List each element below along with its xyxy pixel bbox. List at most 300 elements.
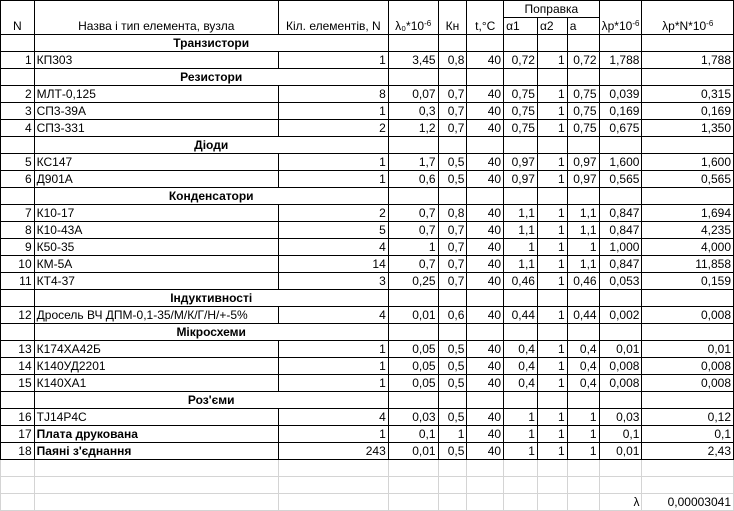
cell[interactable] (467, 290, 504, 307)
cell-l0[interactable]: 0,25 (388, 273, 438, 290)
cell[interactable] (438, 392, 467, 409)
total-value[interactable]: 0,00003041 (642, 494, 734, 511)
cell-name[interactable]: Плата друкована (34, 426, 278, 443)
cell[interactable] (537, 188, 567, 205)
header-a[interactable]: a (567, 18, 599, 35)
cell-a2[interactable]: 1 (537, 256, 567, 273)
cell-l0[interactable]: 0,05 (388, 358, 438, 375)
cell-t[interactable]: 40 (467, 86, 504, 103)
header-kn[interactable]: Кн (438, 1, 467, 35)
cell-lp[interactable]: 0,01 (599, 341, 642, 358)
cell[interactable] (438, 290, 467, 307)
cell-lp[interactable]: 0,847 (599, 205, 642, 222)
cell-n[interactable]: 11 (1, 273, 35, 290)
cell-a2[interactable]: 1 (537, 120, 567, 137)
cell-n[interactable]: 1 (1, 52, 35, 69)
section-title[interactable]: Резистори (34, 69, 388, 86)
cell-lpn[interactable]: 0,315 (642, 86, 734, 103)
cell-kn[interactable]: 0,7 (438, 273, 467, 290)
cell-t[interactable]: 40 (467, 103, 504, 120)
cell-a2[interactable]: 1 (537, 273, 567, 290)
cell-n[interactable]: 17 (1, 426, 35, 443)
cell[interactable] (599, 477, 642, 494)
cell-name[interactable]: КС147 (34, 154, 278, 171)
cell-a1[interactable]: 0,75 (504, 86, 538, 103)
cell-count[interactable]: 1 (278, 426, 388, 443)
header-name[interactable]: Назва і тип елемента, вузла (34, 1, 278, 35)
cell-a2[interactable]: 1 (537, 103, 567, 120)
cell[interactable] (34, 477, 278, 494)
cell[interactable] (504, 477, 538, 494)
cell-t[interactable]: 40 (467, 307, 504, 324)
cell[interactable] (504, 188, 538, 205)
cell-kn[interactable]: 0,7 (438, 103, 467, 120)
cell-t[interactable]: 40 (467, 375, 504, 392)
cell-lpn[interactable]: 1,694 (642, 205, 734, 222)
cell-lpn[interactable]: 0,159 (642, 273, 734, 290)
cell-l0[interactable]: 0,01 (388, 307, 438, 324)
cell-a[interactable]: 1 (567, 409, 599, 426)
cell[interactable] (467, 137, 504, 154)
cell[interactable] (1, 477, 35, 494)
cell-t[interactable]: 40 (467, 120, 504, 137)
cell-count[interactable]: 1 (278, 171, 388, 188)
cell-lpn[interactable]: 2,43 (642, 443, 734, 460)
cell[interactable] (1, 290, 35, 307)
cell[interactable] (599, 188, 642, 205)
cell-lp[interactable]: 0,847 (599, 222, 642, 239)
cell-n[interactable]: 6 (1, 171, 35, 188)
cell[interactable] (599, 324, 642, 341)
cell-count[interactable]: 1 (278, 375, 388, 392)
cell-name[interactable]: Дросель ВЧ ДПМ-0,1-35/М/К/Г/Н/+-5% (34, 307, 278, 324)
cell-a1[interactable]: 0,4 (504, 358, 538, 375)
section-title[interactable]: Конденсатори (34, 188, 388, 205)
header-t[interactable]: t,°C (467, 1, 504, 35)
cell-a[interactable]: 0,4 (567, 341, 599, 358)
cell-t[interactable]: 40 (467, 256, 504, 273)
cell-lpn[interactable]: 0,01 (642, 341, 734, 358)
cell-t[interactable]: 40 (467, 409, 504, 426)
section-title[interactable]: Індуктивності (34, 290, 388, 307)
header-lambda0[interactable]: $\lambda_0*10^{-6}$ (388, 1, 438, 35)
header-correction[interactable]: Поправка (504, 1, 600, 18)
cell-lp[interactable]: 0,01 (599, 443, 642, 460)
cell[interactable] (504, 69, 538, 86)
cell[interactable] (504, 392, 538, 409)
cell-a[interactable]: 0,75 (567, 120, 599, 137)
cell-lp[interactable]: 0,008 (599, 375, 642, 392)
cell-a[interactable]: 0,75 (567, 103, 599, 120)
cell-a1[interactable]: 1,1 (504, 256, 538, 273)
cell[interactable] (504, 137, 538, 154)
cell-a1[interactable]: 0,44 (504, 307, 538, 324)
cell-a2[interactable]: 1 (537, 341, 567, 358)
cell-count[interactable]: 1 (278, 154, 388, 171)
cell-lpn[interactable]: 0,008 (642, 375, 734, 392)
cell[interactable] (567, 392, 599, 409)
cell[interactable] (642, 392, 734, 409)
cell[interactable] (567, 324, 599, 341)
cell-l0[interactable]: 3,45 (388, 52, 438, 69)
cell-a[interactable]: 1,1 (567, 256, 599, 273)
cell[interactable] (642, 69, 734, 86)
cell-kn[interactable]: 0,7 (438, 222, 467, 239)
cell-kn[interactable]: 0,7 (438, 256, 467, 273)
cell-a1[interactable]: 0,97 (504, 154, 538, 171)
header-n[interactable]: N (1, 1, 35, 35)
cell-n[interactable]: 9 (1, 239, 35, 256)
cell-a1[interactable]: 0,72 (504, 52, 538, 69)
cell[interactable] (567, 477, 599, 494)
cell-n[interactable]: 7 (1, 205, 35, 222)
cell-lpn[interactable]: 0,008 (642, 307, 734, 324)
cell[interactable] (34, 494, 278, 511)
cell-count[interactable]: 3 (278, 273, 388, 290)
cell-a2[interactable]: 1 (537, 86, 567, 103)
cell-lp[interactable]: 0,169 (599, 103, 642, 120)
cell[interactable] (504, 290, 538, 307)
cell-name[interactable]: TJ14P4C (34, 409, 278, 426)
cell[interactable] (1, 69, 35, 86)
cell[interactable] (537, 460, 567, 477)
cell-a1[interactable]: 1 (504, 426, 538, 443)
section-title[interactable]: Роз'єми (34, 392, 388, 409)
cell-l0[interactable]: 0,7 (388, 222, 438, 239)
cell-kn[interactable]: 0,7 (438, 86, 467, 103)
cell[interactable] (467, 392, 504, 409)
cell[interactable] (642, 290, 734, 307)
cell-lp[interactable]: 1,600 (599, 154, 642, 171)
cell-name[interactable]: КП303 (34, 52, 278, 69)
cell-a1[interactable]: 1,1 (504, 222, 538, 239)
cell-count[interactable]: 4 (278, 239, 388, 256)
cell-t[interactable]: 40 (467, 205, 504, 222)
cell-lpn[interactable]: 4,000 (642, 239, 734, 256)
cell-a2[interactable]: 1 (537, 205, 567, 222)
cell-name[interactable]: К140УД2201 (34, 358, 278, 375)
cell[interactable] (1, 392, 35, 409)
cell[interactable] (567, 69, 599, 86)
cell-kn[interactable]: 0,5 (438, 341, 467, 358)
cell[interactable] (467, 494, 504, 511)
section-title[interactable]: Діоди (34, 137, 388, 154)
cell[interactable] (1, 188, 35, 205)
cell[interactable] (388, 460, 438, 477)
cell-t[interactable]: 40 (467, 273, 504, 290)
cell[interactable] (642, 137, 734, 154)
cell-n[interactable]: 8 (1, 222, 35, 239)
cell-a[interactable]: 0,97 (567, 154, 599, 171)
cell-a[interactable]: 1 (567, 443, 599, 460)
cell-l0[interactable]: 0,7 (388, 256, 438, 273)
cell-a1[interactable]: 0,97 (504, 171, 538, 188)
cell-lpn[interactable]: 1,350 (642, 120, 734, 137)
cell-n[interactable]: 16 (1, 409, 35, 426)
cell[interactable] (388, 392, 438, 409)
cell[interactable] (567, 137, 599, 154)
cell[interactable] (599, 460, 642, 477)
cell[interactable] (599, 69, 642, 86)
cell-name[interactable]: К50-35 (34, 239, 278, 256)
cell-kn[interactable]: 0,5 (438, 171, 467, 188)
cell-l0[interactable]: 0,05 (388, 375, 438, 392)
cell[interactable] (388, 324, 438, 341)
cell-n[interactable]: 10 (1, 256, 35, 273)
cell-lp[interactable]: 0,002 (599, 307, 642, 324)
cell-a1[interactable]: 0,75 (504, 120, 538, 137)
cell-lp[interactable]: 0,03 (599, 409, 642, 426)
cell-n[interactable]: 13 (1, 341, 35, 358)
cell[interactable] (599, 392, 642, 409)
cell[interactable] (388, 477, 438, 494)
cell-kn[interactable]: 0,6 (438, 307, 467, 324)
cell[interactable] (567, 188, 599, 205)
cell[interactable] (567, 494, 599, 511)
cell-t[interactable]: 40 (467, 154, 504, 171)
cell-l0[interactable]: 0,1 (388, 426, 438, 443)
cell[interactable] (1, 324, 35, 341)
cell[interactable] (537, 324, 567, 341)
cell-t[interactable]: 40 (467, 52, 504, 69)
cell[interactable] (1, 494, 35, 511)
cell[interactable] (537, 494, 567, 511)
cell-name[interactable]: КТ4-37 (34, 273, 278, 290)
cell[interactable] (34, 460, 278, 477)
cell-name[interactable]: Д901А (34, 171, 278, 188)
cell[interactable] (537, 392, 567, 409)
cell-n[interactable]: 5 (1, 154, 35, 171)
cell-kn[interactable]: 0,8 (438, 205, 467, 222)
cell-kn[interactable]: 1 (438, 426, 467, 443)
cell[interactable] (504, 35, 538, 52)
cell-name[interactable]: К10-17 (34, 205, 278, 222)
cell[interactable] (537, 35, 567, 52)
cell[interactable] (467, 324, 504, 341)
cell[interactable] (438, 494, 467, 511)
cell-name[interactable]: К140ХА1 (34, 375, 278, 392)
cell-count[interactable]: 243 (278, 443, 388, 460)
cell-a2[interactable]: 1 (537, 426, 567, 443)
cell-t[interactable]: 40 (467, 341, 504, 358)
cell-a1[interactable]: 1 (504, 443, 538, 460)
cell-lpn[interactable]: 0,12 (642, 409, 734, 426)
cell-name[interactable]: КМ-5А (34, 256, 278, 273)
cell-lpn[interactable]: 0,008 (642, 358, 734, 375)
cell-a1[interactable]: 0,4 (504, 375, 538, 392)
cell-l0[interactable]: 0,05 (388, 341, 438, 358)
cell-kn[interactable]: 0,7 (438, 120, 467, 137)
cell[interactable] (537, 69, 567, 86)
cell-lp[interactable]: 0,053 (599, 273, 642, 290)
cell[interactable] (1, 35, 35, 52)
cell[interactable] (1, 137, 35, 154)
cell[interactable] (567, 35, 599, 52)
cell-count[interactable]: 14 (278, 256, 388, 273)
cell[interactable] (467, 477, 504, 494)
cell-a1[interactable]: 0,75 (504, 103, 538, 120)
cell-lpn[interactable]: 11,858 (642, 256, 734, 273)
cell-count[interactable]: 2 (278, 205, 388, 222)
cell-l0[interactable]: 0,3 (388, 103, 438, 120)
cell[interactable] (278, 477, 388, 494)
cell-lp[interactable]: 0,675 (599, 120, 642, 137)
cell[interactable] (599, 137, 642, 154)
cell-t[interactable]: 40 (467, 171, 504, 188)
cell[interactable] (438, 188, 467, 205)
cell[interactable] (1, 460, 35, 477)
cell[interactable] (467, 460, 504, 477)
cell-a2[interactable]: 1 (537, 154, 567, 171)
cell-kn[interactable]: 0,5 (438, 443, 467, 460)
cell-a2[interactable]: 1 (537, 171, 567, 188)
cell[interactable] (642, 324, 734, 341)
cell-l0[interactable]: 1 (388, 239, 438, 256)
cell-a[interactable]: 1,1 (567, 205, 599, 222)
cell-a2[interactable]: 1 (537, 239, 567, 256)
cell-n[interactable]: 4 (1, 120, 35, 137)
cell[interactable] (504, 460, 538, 477)
cell-kn[interactable]: 0,5 (438, 358, 467, 375)
cell-lp[interactable]: 0,1 (599, 426, 642, 443)
cell[interactable] (438, 137, 467, 154)
cell-n[interactable]: 18 (1, 443, 35, 460)
cell-count[interactable]: 2 (278, 120, 388, 137)
cell-a2[interactable]: 1 (537, 307, 567, 324)
cell-n[interactable]: 12 (1, 307, 35, 324)
cell-lp[interactable]: 0,039 (599, 86, 642, 103)
header-a2[interactable]: α2 (537, 18, 567, 35)
cell-count[interactable]: 4 (278, 307, 388, 324)
section-title[interactable]: Транзистори (34, 35, 388, 52)
cell-l0[interactable]: 0,01 (388, 443, 438, 460)
cell-count[interactable]: 1 (278, 103, 388, 120)
total-label[interactable]: λ (599, 494, 642, 511)
cell[interactable] (642, 188, 734, 205)
cell-kn[interactable]: 0,5 (438, 375, 467, 392)
cell-l0[interactable]: 1,2 (388, 120, 438, 137)
cell-kn[interactable]: 0,7 (438, 239, 467, 256)
cell-a2[interactable]: 1 (537, 358, 567, 375)
cell[interactable] (599, 290, 642, 307)
cell-name[interactable]: СП3-331 (34, 120, 278, 137)
cell-lp[interactable]: 1,788 (599, 52, 642, 69)
cell[interactable] (388, 290, 438, 307)
cell-a1[interactable]: 1 (504, 239, 538, 256)
cell[interactable] (567, 460, 599, 477)
cell-lpn[interactable]: 0,169 (642, 103, 734, 120)
section-title[interactable]: Мікросхеми (34, 324, 388, 341)
cell[interactable] (388, 494, 438, 511)
cell-n[interactable]: 3 (1, 103, 35, 120)
header-count[interactable]: Кіл. елементів, N (278, 1, 388, 35)
cell-l0[interactable]: 0,7 (388, 205, 438, 222)
cell-a[interactable]: 0,44 (567, 307, 599, 324)
cell-kn[interactable]: 0,8 (438, 52, 467, 69)
cell-a1[interactable]: 0,4 (504, 341, 538, 358)
cell[interactable] (599, 35, 642, 52)
cell-name[interactable]: Паяні з'єднання (34, 443, 278, 460)
cell-a[interactable]: 0,4 (567, 358, 599, 375)
cell-l0[interactable]: 0,6 (388, 171, 438, 188)
cell-a[interactable]: 0,72 (567, 52, 599, 69)
cell-l0[interactable]: 0,07 (388, 86, 438, 103)
cell-lpn[interactable]: 0,1 (642, 426, 734, 443)
cell-a[interactable]: 1,1 (567, 222, 599, 239)
cell-kn[interactable]: 0,5 (438, 409, 467, 426)
cell[interactable] (438, 460, 467, 477)
cell[interactable] (642, 477, 734, 494)
cell-lp[interactable]: 0,565 (599, 171, 642, 188)
cell-a2[interactable]: 1 (537, 409, 567, 426)
header-lambda-p[interactable]: $\lambda р*10^{-6}$ (599, 1, 642, 35)
cell-a2[interactable]: 1 (537, 375, 567, 392)
cell[interactable] (537, 477, 567, 494)
cell-t[interactable]: 40 (467, 239, 504, 256)
cell-a2[interactable]: 1 (537, 52, 567, 69)
cell[interactable] (438, 69, 467, 86)
cell-a[interactable]: 1 (567, 426, 599, 443)
cell[interactable] (388, 188, 438, 205)
cell-a[interactable]: 0,75 (567, 86, 599, 103)
cell-lpn[interactable]: 0,565 (642, 171, 734, 188)
cell[interactable] (467, 188, 504, 205)
cell-a[interactable]: 1 (567, 239, 599, 256)
cell[interactable] (388, 69, 438, 86)
cell[interactable] (438, 35, 467, 52)
cell[interactable] (642, 460, 734, 477)
cell-count[interactable]: 1 (278, 52, 388, 69)
cell-t[interactable]: 40 (467, 443, 504, 460)
cell-lpn[interactable]: 1,600 (642, 154, 734, 171)
cell-count[interactable]: 1 (278, 358, 388, 375)
header-a1[interactable]: α1 (504, 18, 538, 35)
cell-a2[interactable]: 1 (537, 443, 567, 460)
cell-count[interactable]: 1 (278, 341, 388, 358)
cell[interactable] (504, 494, 538, 511)
cell-n[interactable]: 2 (1, 86, 35, 103)
cell[interactable] (278, 460, 388, 477)
cell-a1[interactable]: 1 (504, 409, 538, 426)
cell-a1[interactable]: 0,46 (504, 273, 538, 290)
cell-count[interactable]: 4 (278, 409, 388, 426)
cell-lpn[interactable]: 4,235 (642, 222, 734, 239)
cell-lpn[interactable]: 1,788 (642, 52, 734, 69)
cell[interactable] (537, 290, 567, 307)
cell[interactable] (278, 494, 388, 511)
cell-n[interactable]: 14 (1, 358, 35, 375)
cell-t[interactable]: 40 (467, 358, 504, 375)
cell[interactable] (567, 290, 599, 307)
cell-l0[interactable]: 1,7 (388, 154, 438, 171)
cell-a[interactable]: 0,4 (567, 375, 599, 392)
cell[interactable] (467, 35, 504, 52)
cell-a[interactable]: 0,46 (567, 273, 599, 290)
cell-lp[interactable]: 1,000 (599, 239, 642, 256)
cell[interactable] (388, 137, 438, 154)
cell-count[interactable]: 8 (278, 86, 388, 103)
cell-lp[interactable]: 0,847 (599, 256, 642, 273)
cell-n[interactable]: 15 (1, 375, 35, 392)
cell-t[interactable]: 40 (467, 426, 504, 443)
cell[interactable] (438, 477, 467, 494)
cell-name[interactable]: К10-43А (34, 222, 278, 239)
cell-count[interactable]: 5 (278, 222, 388, 239)
cell-name[interactable]: МЛТ-0,125 (34, 86, 278, 103)
cell[interactable] (504, 324, 538, 341)
cell-a[interactable]: 0,97 (567, 171, 599, 188)
cell-a1[interactable]: 1,1 (504, 205, 538, 222)
